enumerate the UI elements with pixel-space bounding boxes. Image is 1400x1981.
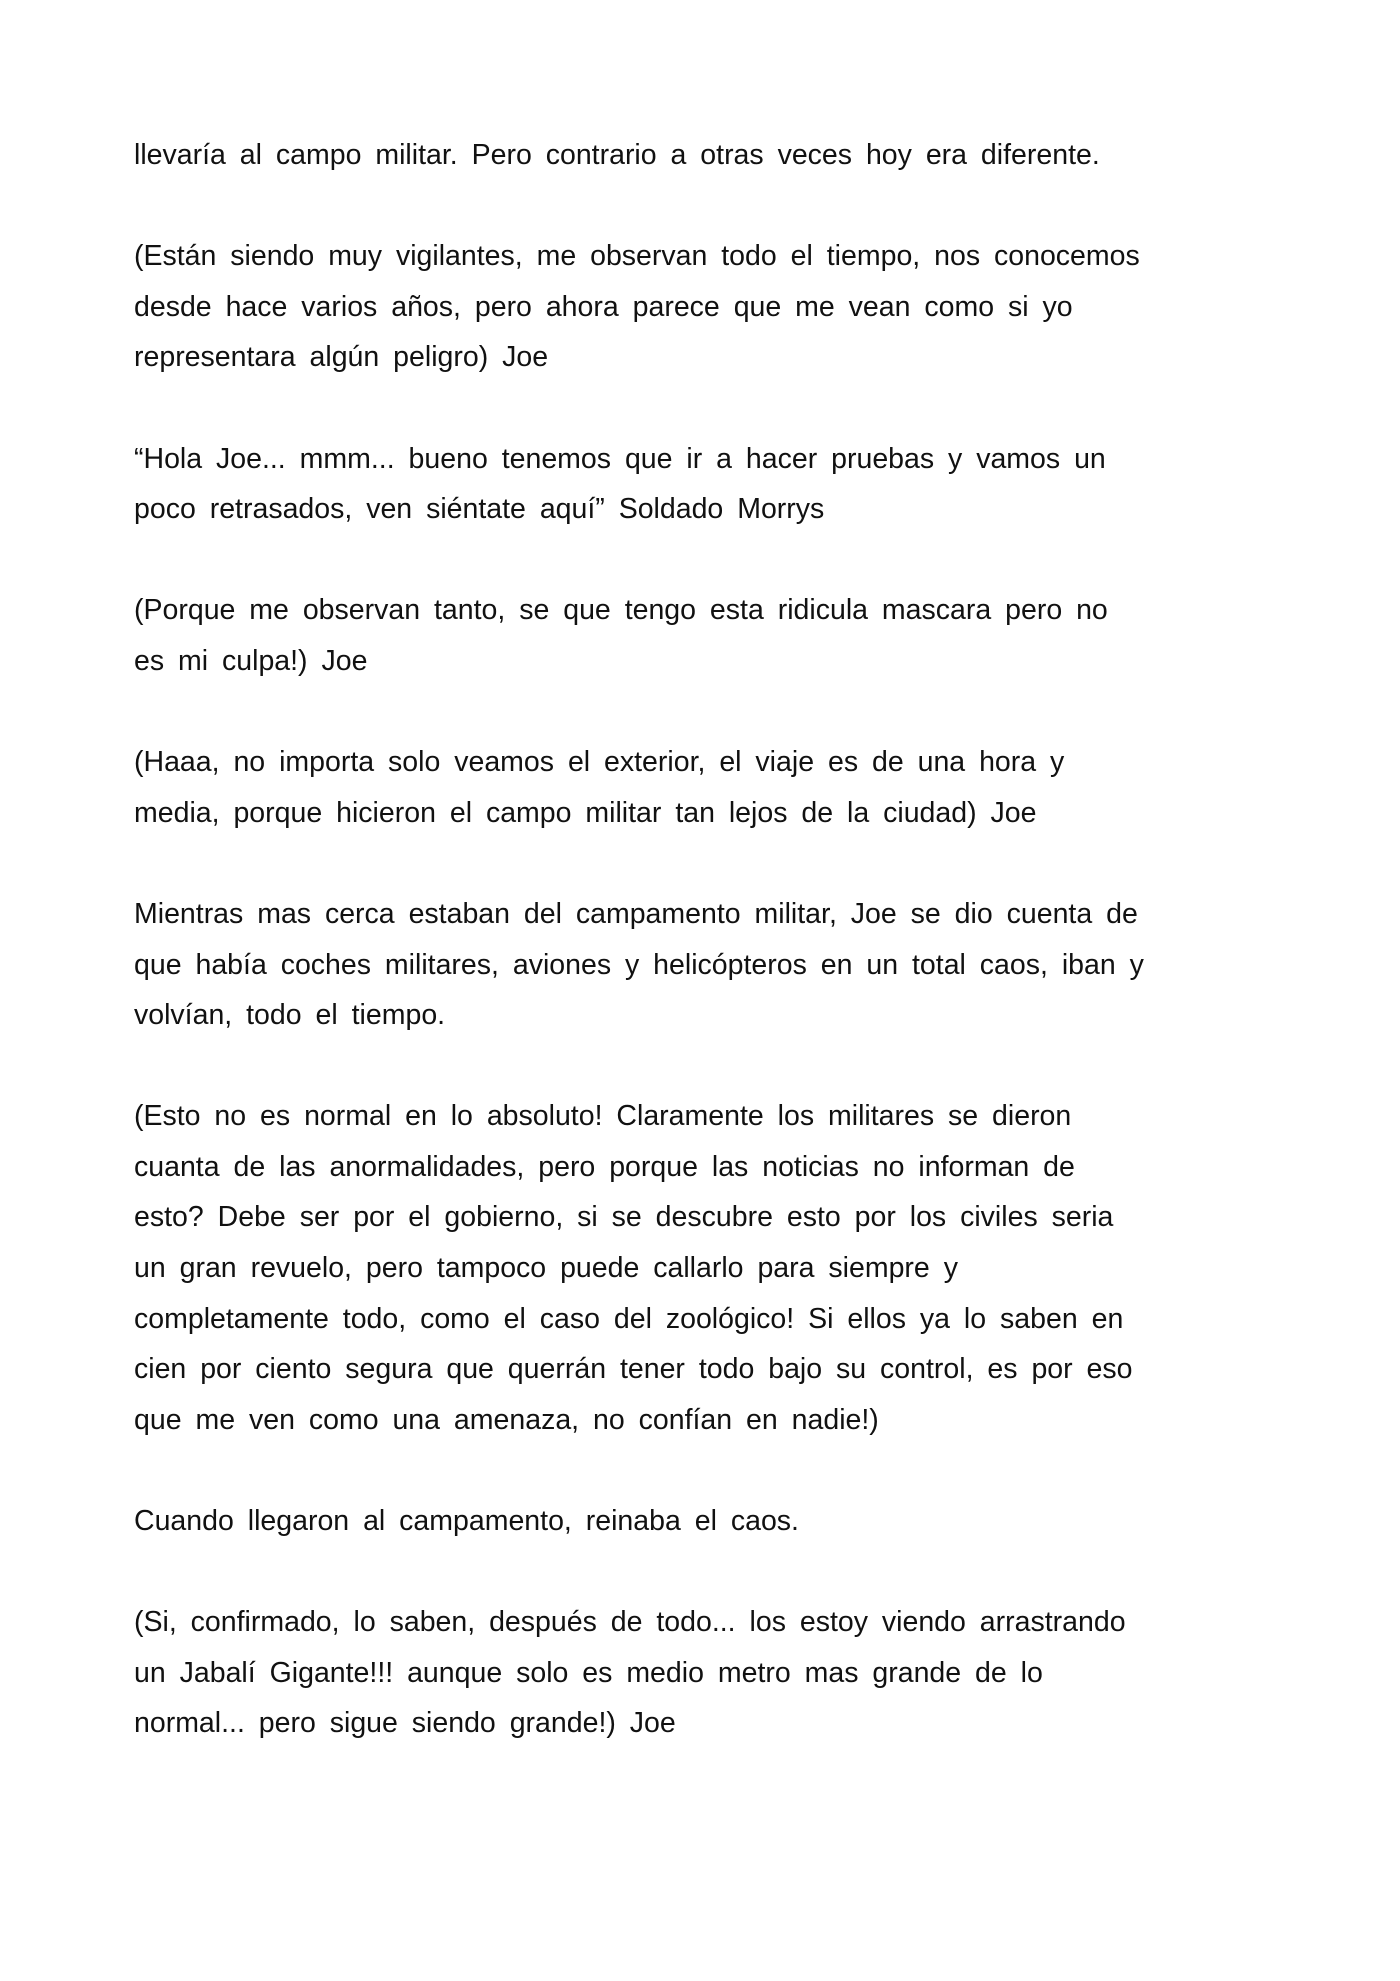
text-line: Cuando llegaron al campamento, reinaba el caos.	[134, 1505, 799, 1538]
text-line: que me ven como una amenaza, no confían en nadie!)	[134, 1403, 879, 1436]
paragraph	[134, 434, 1270, 535]
paragraph	[134, 737, 1270, 838]
text-line: un gran revuelo, pero tampoco puede callarlo para siempre y	[134, 1252, 958, 1285]
text-line: (Haaa, no importa solo veamos el exterior, el viaje es de una hora y	[134, 746, 1065, 779]
paragraph	[134, 889, 1270, 1041]
text-line: “Hola Joe... mmm... bueno tenemos que ir a hacer pruebas y vamos un	[134, 442, 1106, 475]
text-line: volvían, todo el tiempo.	[134, 999, 446, 1032]
text-line: cien por ciento segura que querrán tener todo bajo su control, es por eso	[134, 1353, 1133, 1386]
text-line: normal... pero sigue siendo grande!) Joe	[134, 1707, 676, 1740]
text-line: un Jabalí Gigante!!! aunque solo es medio metro mas grande de lo	[134, 1656, 1043, 1689]
paragraph	[134, 1091, 1270, 1445]
text-line: media, porque hicieron el campo militar tan lejos de la ciudad) Joe	[134, 796, 1037, 829]
text-line: es mi culpa!) Joe	[134, 644, 368, 677]
paragraph	[134, 1597, 1270, 1749]
document-body	[134, 130, 1270, 1800]
text-line: Mientras mas cerca estaban del campamento militar, Joe se dio cuenta de	[134, 897, 1138, 930]
text-line: (Esto no es normal en lo absoluto! Claramente los militares se dieron	[134, 1100, 1072, 1133]
text-line: esto? Debe ser por el gobierno, si se descubre esto por los civiles seria	[134, 1201, 1114, 1234]
text-line: desde hace varios años, pero ahora parece que me vean como si yo	[134, 290, 1073, 323]
text-line: (Porque me observan tanto, se que tengo esta ridicula mascara pero no	[134, 594, 1108, 627]
paragraph	[134, 585, 1270, 686]
paragraph	[134, 130, 1270, 181]
text-line: poco retrasados, ven siéntate aquí” Soldado Morrys	[134, 493, 825, 526]
text-line: (Si, confirmado, lo saben, después de todo... los estoy viendo arrastrando	[134, 1606, 1126, 1639]
text-line: que había coches militares, aviones y helicópteros en un total caos, iban y	[134, 948, 1144, 981]
text-line: representara algún peligro) Joe	[134, 341, 549, 374]
text-line: cuanta de las anormalidades, pero porque las noticias no informan de	[134, 1150, 1075, 1183]
paragraph	[134, 231, 1270, 383]
paragraph	[134, 1496, 1270, 1547]
text-line: (Están siendo muy vigilantes, me observan todo el tiempo, nos conocemos	[134, 240, 1140, 273]
text-line: completamente todo, como el caso del zoológico! Si ellos ya lo saben en	[134, 1302, 1124, 1335]
text-line: llevaría al campo militar. Pero contrario a otras veces hoy era diferente.	[134, 139, 1100, 171]
